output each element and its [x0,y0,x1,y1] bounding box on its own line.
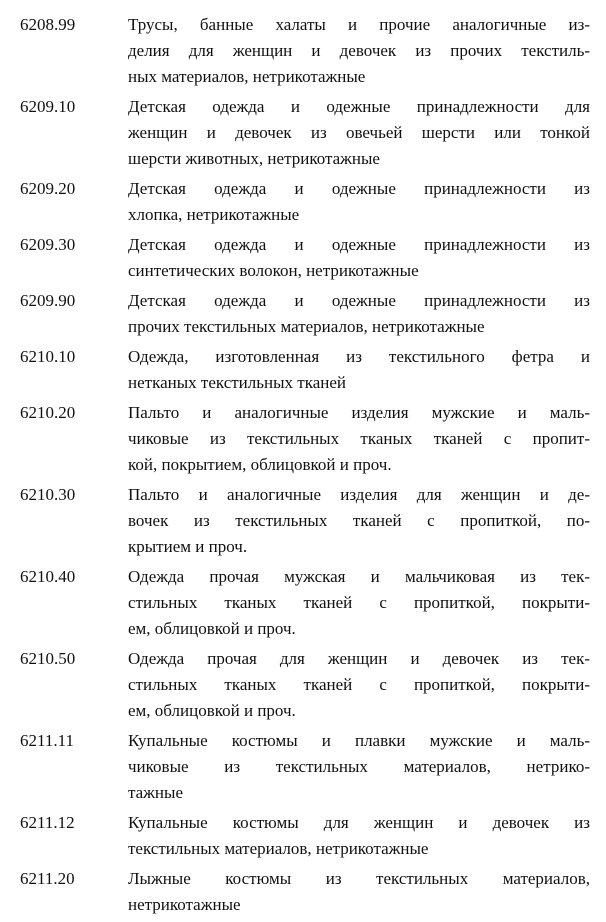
classification-list [20,12,590,922]
entry-code: 6211.11 [20,731,74,750]
entry-description [128,176,590,228]
entry-6211-20 [20,866,590,918]
entry-description [128,866,590,918]
description-line: Купальные костюмы для женщин и девочек из [128,813,590,832]
entry-code: 6210.40 [20,567,76,586]
description-line: стильных тканых тканей с пропиткой, покрыти- [128,675,590,694]
description-line: Детская одежда и одежные принадлежности из [128,179,590,198]
description-line: Детская одежда и одежные принадлежности из [128,291,590,310]
entry-description [128,288,590,340]
entry-code: 6210.20 [20,403,76,422]
entry-6209-90 [20,288,590,340]
entry-code: 6211.12 [20,813,75,832]
description-line: женщин и девочек из овечьей шерсти или тонкой [128,123,590,142]
entry-6208-99 [20,12,590,90]
entry-description [128,12,590,90]
description-line: крытием и проч. [128,537,248,556]
description-line: чиковые из текстильных тканых тканей с пропит- [128,429,590,448]
entry-code: 6209.10 [20,97,76,116]
entry-description [128,482,590,560]
entry-code: 6210.50 [20,649,76,668]
entry-description [128,344,590,396]
description-line: нетканых текстильных тканей [128,373,346,392]
description-line: чиковые из текстильных материалов, нетрико- [128,757,590,776]
description-line: Пальто и аналогичные изделия мужские и маль- [128,403,590,422]
entry-code: 6211.20 [20,869,75,888]
entry-code: 6208.99 [20,15,76,34]
description-line: делия для женщин и девочек из прочих текстиль- [128,41,590,60]
description-line: хлопка, нетрикотажные [128,205,300,224]
description-line: синтетических волокон, нетрикотажные [128,261,419,280]
entry-description [128,646,590,724]
description-line: кой, покрытием, облицовкой и проч. [128,455,392,474]
entry-6211-12 [20,810,590,862]
entry-6209-30 [20,232,590,284]
description-line: Детская одежда и одежные принадлежности для [128,97,590,116]
entry-description [128,564,590,642]
entry-code: 6209.30 [20,235,76,254]
entry-description [128,232,590,284]
entry-6211-11 [20,728,590,806]
description-line: Детская одежда и одежные принадлежности из [128,235,590,254]
description-line: Одежда прочая для женщин и девочек из тек- [128,649,590,668]
entry-code: 6210.10 [20,347,76,366]
entry-6210-30 [20,482,590,560]
entry-6209-20 [20,176,590,228]
entry-6210-50 [20,646,590,724]
entry-description [128,728,590,806]
entry-6209-10 [20,94,590,172]
description-line: вочек из текстильных тканей с пропиткой, по- [128,511,590,530]
description-line: Пальто и аналогичные изделия для женщин и де- [128,485,590,504]
entry-code: 6209.20 [20,179,76,198]
description-line: Трусы, банные халаты и прочие аналогичные из- [128,15,590,34]
entry-6210-10 [20,344,590,396]
description-line: нетрикотажные [128,895,241,914]
description-line: текстильных материалов, нетрикотажные [128,839,429,858]
entry-code: 6210.30 [20,485,76,504]
description-line: тажные [128,783,183,802]
description-line: шерсти животных, нетрикотажные [128,149,380,168]
description-line: ных материалов, нетрикотажные [128,67,366,86]
description-line: Одежда, изготовленная из текстильного фетра и [128,347,590,366]
entry-description [128,810,590,862]
entry-description [128,400,590,478]
description-line: Купальные костюмы и плавки мужские и маль- [128,731,590,750]
entry-6210-40 [20,564,590,642]
description-line: прочих текстильных материалов, нетрикотажные [128,317,485,336]
description-line: стильных тканых тканей с пропиткой, покрыти- [128,593,590,612]
entry-description [128,94,590,172]
entry-6210-20 [20,400,590,478]
description-line: Лыжные костюмы из текстильных материалов, [128,869,590,888]
description-line: ем, облицовкой и проч. [128,701,296,720]
entry-code: 6209.90 [20,291,76,310]
description-line: Одежда прочая мужская и мальчиковая из тек- [128,567,590,586]
description-line: ем, облицовкой и проч. [128,619,296,638]
